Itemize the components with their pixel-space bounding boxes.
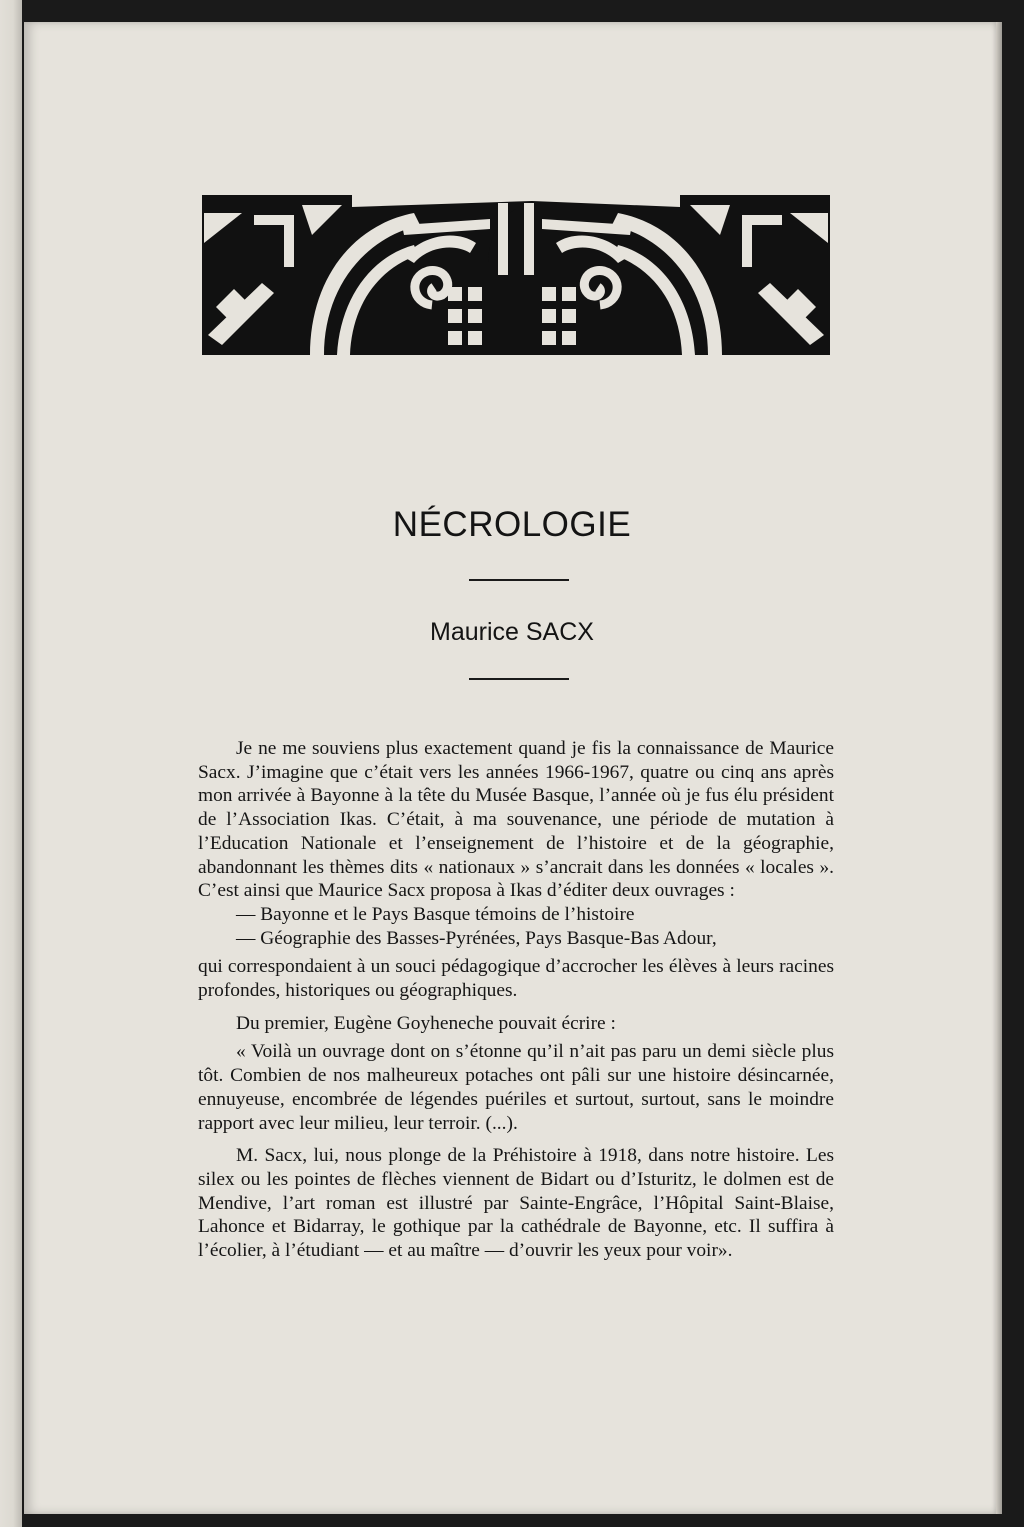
title-divider: [469, 579, 569, 581]
paragraph-purpose: qui correspondaient à un souci pédagogique d’accrocher les élèves à leurs racines profondes, historiques ou géographiques.: [198, 956, 834, 1002]
page-title: NÉCROLOGIE: [392, 505, 632, 544]
paragraph-quote: « Voilà un ouvrage dont on s’étonne qu’il n’ait pas paru un demi siècle plus tôt. Combien de nos malheureux potaches ont pâli sur une histoire désincarnée, ennuyeuse, encombrée de légendes puériles et surtout, surtout, sans le moindre rapport avec leur milieu, leur terroir. (...).: [198, 1041, 834, 1134]
previous-page-edge: [0, 0, 22, 1527]
page-right-edge: [996, 22, 1002, 1514]
list-item: — Géographie des Basses-Pyrénées, Pays Basque-Bas Adour,: [236, 927, 717, 949]
list-item: — Bayonne et le Pays Basque témoins de l’histoire: [236, 903, 635, 925]
paragraph-quote-continued: M. Sacx, lui, nous plonge de la Préhistoire à 1918, dans notre histoire. Les silex ou les pointes de flèches viennent de Bidart ou d’Isturitz, le dolmen est de Mendive, l’art roman est illustré par Sainte-Engrâce, l’Hôpital Saint-Blaise, Lahonce et Bidarray, le gothique par la cathédrale de Bayonne, etc. Il suffira à l’écolier, à l’étudiant — et au maître — d’ouvrir les yeux pour voir».: [198, 1145, 834, 1262]
article-body: [198, 737, 834, 1263]
article-subtitle: Maurice SACX: [430, 618, 594, 646]
basque-geometric-frieze-icon: [202, 195, 830, 355]
paragraph-quote-intro: Du premier, Eugène Goyheneche pouvait écrire :: [236, 1012, 616, 1034]
subtitle-divider: [469, 678, 569, 680]
paragraph-intro: Je ne me souviens plus exactement quand je fis la connaissance de Maurice Sacx. J’imagine que c’était vers les années 1966-1967, quatre ou cinq ans après mon arrivée à Bayonne à la tête du Musée Basque, l’année où je fus élu président de l’Association Ikas. C’était, à ma souvenance, une période de mutation à l’Education Nationale et l’enseignement de l’histoire et de la géographie, abandonnant les thèmes dits « nationaux » s’ancrait dans les données « locales ». C’est ainsi que Maurice Sacx proposa à Ikas d’éditer deux ouvrages :: [198, 738, 834, 902]
